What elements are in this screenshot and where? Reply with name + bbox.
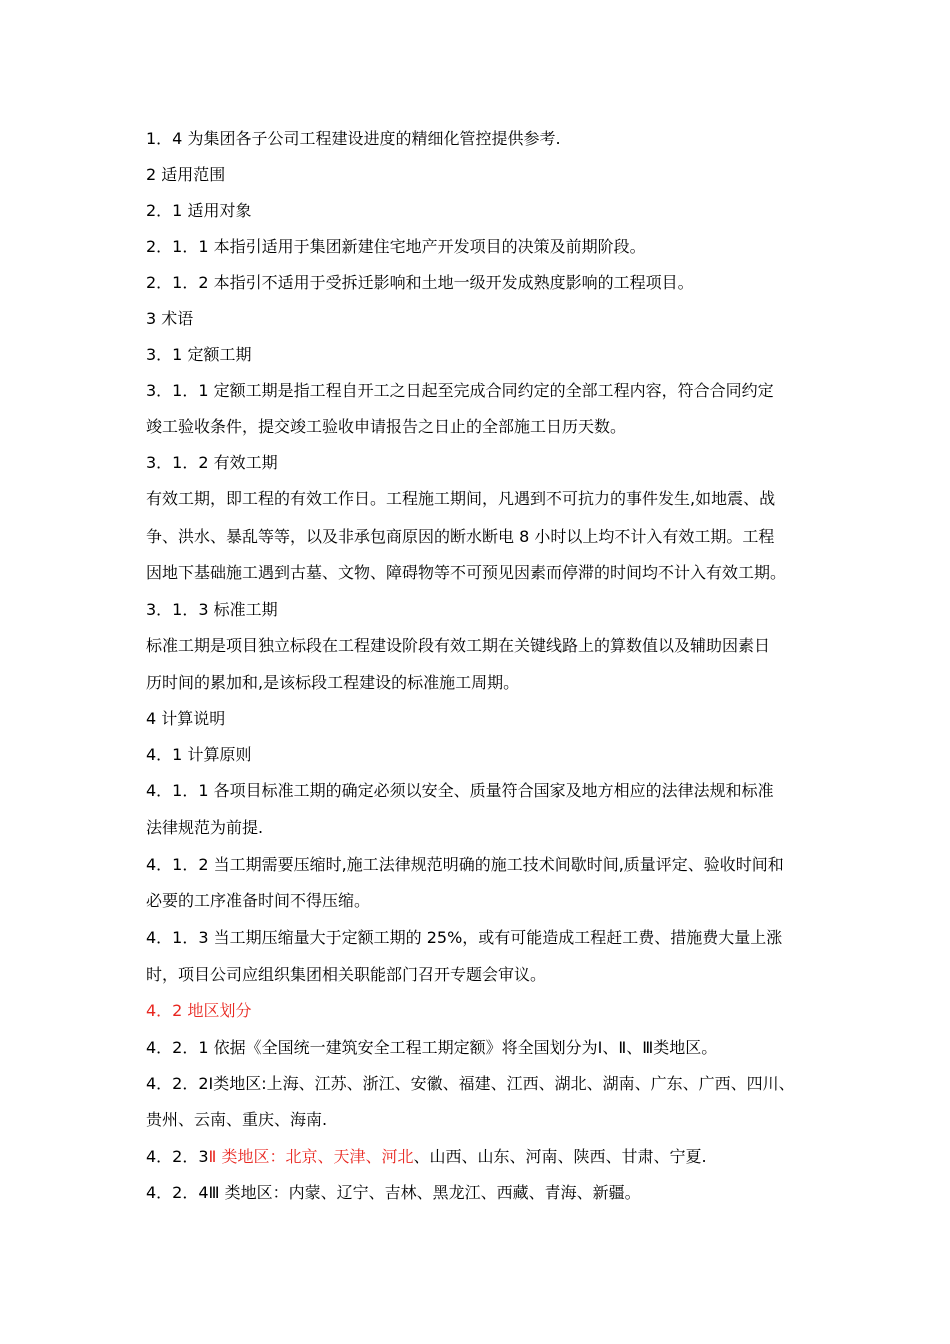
paragraph-4-2-4: 4．2．4Ⅲ 类地区：内蒙、辽宁、吉林、黑龙江、西藏、青海、新疆。 (146, 1183, 641, 1202)
paragraph-2-1-2: 2．1．2 本指引不适用于受拆迁影响和土地一级开发成熟度影响的工程项目。 (146, 273, 694, 292)
paragraph-4-2-3 (146, 1147, 826, 1167)
paragraph-3-1-1-cont: 竣工验收条件，提交竣工验收申请报告之日止的全部施工日历天数。 (146, 417, 627, 436)
paragraph-4-1-3: 4．1．3 当工期压缩量大于定额工期的 25%，或有可能造成工程赶工费、措施费大量上涨 (146, 928, 783, 947)
paragraph-standard-period-1: 标准工期是项目独立标段在工程建设阶段有效工期在关键线路上的算数值以及辅助因素日 (146, 636, 771, 655)
paragraph-effective-period-2: 争、洪水、暴乱等等，以及非承包商原因的断水断电 8 小时以上均不计入有效工期。工程 (146, 527, 775, 546)
paragraph-4-1-1-cont: 法律规范为前提. (146, 818, 264, 837)
paragraph-4-1-1: 4．1．1 各项目标准工期的确定必须以安全、质量符合国家及地方相应的法律法规和标准 (146, 781, 774, 800)
paragraph-4-1-3-cont: 时，项目公司应组织集团相关职能部门召开专题会审议。 (146, 965, 547, 984)
heading-3: 3 术语 (146, 309, 194, 328)
paragraph-4-2-3-rest: 、山西、山东、河南、陕西、甘肃、宁夏. (413, 1147, 707, 1166)
heading-4-1: 4．1 计算原则 (146, 745, 252, 764)
heading-3-1-2: 3．1．2 有效工期 (146, 453, 278, 472)
heading-2: 2 适用范围 (146, 165, 226, 184)
paragraph-2-1-1: 2．1．1 本指引适用于集团新建住宅地产开发项目的决策及前期阶段。 (146, 237, 646, 256)
paragraph-effective-period-1: 有效工期，即工程的有效工作日。工程施工期间，凡遇到不可抗力的事件发生,如地震、战 (146, 489, 776, 508)
paragraph-1-4: 1．4 为集团各子公司工程建设进度的精细化管控提供参考. (146, 129, 561, 148)
paragraph-4-1-2: 4．1．2 当工期需要压缩时,施工法律规范明确的施工技术间歇时间,质量评定、验收时间和 (146, 855, 784, 874)
paragraph-3-1-1: 3．1．1 定额工期是指工程自开工之日起至完成合同约定的全部工程内容，符合合同约定 (146, 381, 774, 400)
paragraph-4-2-1: 4．2．1 依据《全国统一建筑安全工程工期定额》将全国划分为Ⅰ、Ⅱ、Ⅲ类地区。 (146, 1038, 718, 1057)
paragraph-effective-period-3: 因地下基础施工遇到古墓、文物、障碍物等不可预见因素而停滞的时间均不计入有效工期。 (146, 563, 787, 582)
paragraph-4-1-2-cont: 必要的工序准备时间不得压缩。 (146, 891, 371, 910)
heading-2-1: 2．1 适用对象 (146, 201, 252, 220)
paragraph-standard-period-2: 历时间的累加和,是该标段工程建设的标准施工周期。 (146, 673, 520, 692)
paragraph-4-2-3-prefix: 4．2．3 (146, 1147, 209, 1166)
heading-4-2: 4．2 地区划分 (146, 1001, 252, 1020)
heading-3-1-3: 3．1．3 标准工期 (146, 600, 278, 619)
paragraph-4-2-3-highlight: Ⅱ 类地区：北京、天津、河北 (208, 1147, 414, 1166)
paragraph-4-2-2: 4．2．2Ⅰ类地区:上海、江苏、浙江、安徽、福建、江西、湖北、湖南、广东、广西、四川、 (146, 1074, 795, 1093)
heading-3-1: 3．1 定额工期 (146, 345, 252, 364)
paragraph-4-2-2-cont: 贵州、云南、重庆、海南. (146, 1110, 328, 1129)
heading-4: 4 计算说明 (146, 709, 226, 728)
